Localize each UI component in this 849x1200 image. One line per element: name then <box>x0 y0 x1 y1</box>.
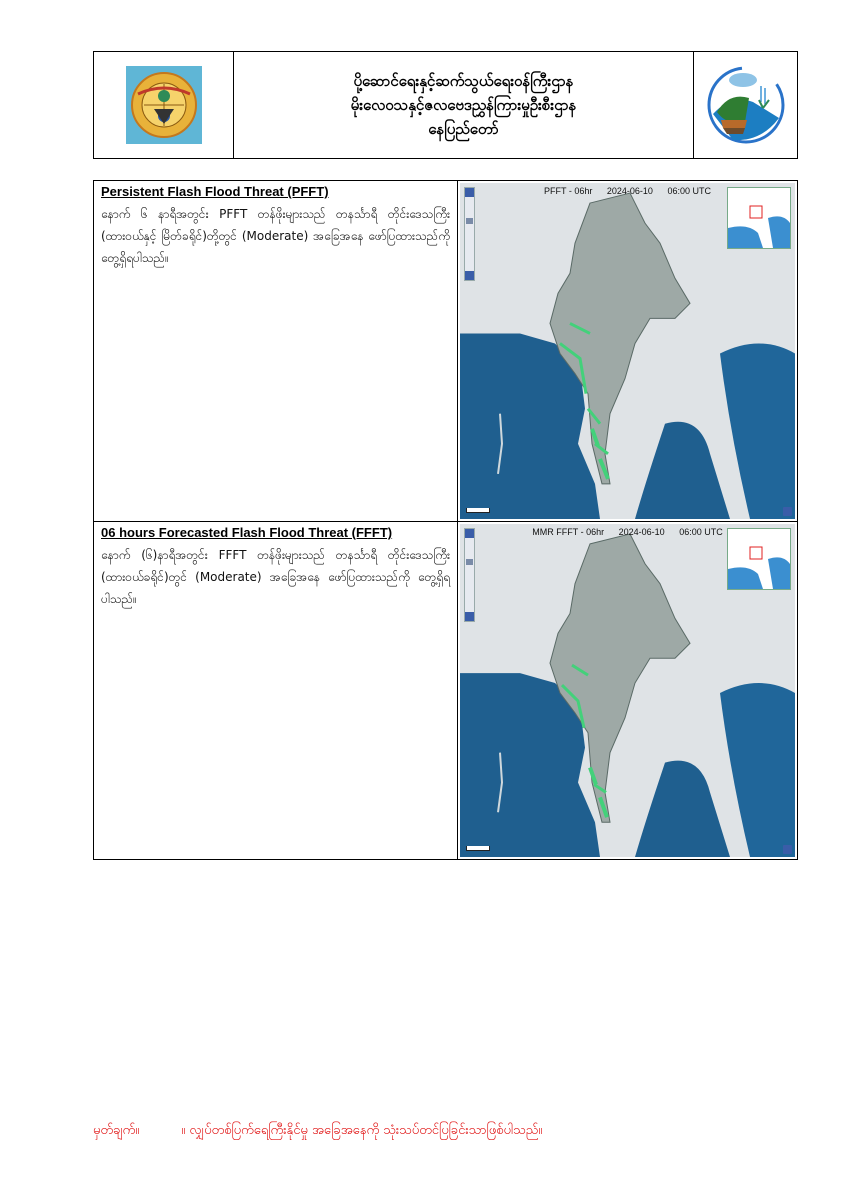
zoom-in-icon[interactable] <box>465 529 474 538</box>
scale-bar <box>466 846 490 851</box>
pfft-zoom-slider[interactable] <box>464 187 475 281</box>
expand-icon[interactable] <box>783 845 792 854</box>
location-title: နေပြည်တော် <box>428 120 499 138</box>
pfft-overview-inset <box>727 187 791 249</box>
content-table <box>93 180 798 860</box>
ministry-title: ပို့ဆောင်ရေးနှင့်ဆက်သွယ်ရေးဝန်ကြီးဌာန <box>353 72 574 90</box>
pfft-description: နောက် ၆ နာရီအတွင်း PFFT တန်ဖိုးများသည် တနင်္သာရီ တိုင်းဒေသကြီး (ထားဝယ်နှင့် မြိတ်ခရိုင်)တို့တွင် (Moderate) အခြေအနေ ဖော်ပြထားသည်ကို တွေ့ရှိရပါသည်။ <box>101 207 450 265</box>
pfft-title: Persistent Flash Flood Threat (PFFT) <box>101 184 329 199</box>
ffft-zoom-slider[interactable] <box>464 528 475 622</box>
overview-map-icon <box>728 188 790 248</box>
header-title-cell <box>234 52 694 158</box>
ffft-row <box>94 522 797 859</box>
expand-icon[interactable] <box>783 507 792 516</box>
footer-note <box>93 1122 542 1141</box>
header-table <box>93 51 798 159</box>
zoom-knob[interactable] <box>466 218 473 224</box>
note-label: မှတ်ချက်။ <box>93 1123 140 1138</box>
ffft-map-product: MMR FFFT - 06hr <box>532 527 605 537</box>
ffft-map-cell <box>458 522 797 859</box>
ffft-map-date: 2024-06-10 <box>618 527 665 537</box>
zoom-out-icon[interactable] <box>465 271 474 280</box>
pfft-map[interactable] <box>460 183 795 519</box>
department-title: မိုးလေဝသနှင့်ဇလဗေဒညွှန်ကြားမှုဦးစီးဌာန <box>350 96 577 114</box>
ffft-text-cell <box>94 522 458 859</box>
pfft-row <box>94 181 797 522</box>
ffft-map-time: 06:00 UTC <box>679 527 723 537</box>
zoom-out-icon[interactable] <box>465 612 474 621</box>
pfft-map-date: 2024-06-10 <box>606 186 653 196</box>
scale-bar <box>466 508 490 513</box>
overview-map-icon <box>728 529 790 589</box>
ffft-map[interactable] <box>460 524 795 857</box>
pfft-map-time: 06:00 UTC <box>667 186 711 196</box>
left-logo-cell <box>94 52 234 158</box>
ffft-title: 06 hours Forecasted Flash Flood Threat (FFFT) <box>101 525 393 540</box>
right-logo-cell <box>694 52 797 158</box>
zoom-in-icon[interactable] <box>465 188 474 197</box>
department-emblem-icon <box>124 64 204 146</box>
pfft-text-cell <box>94 181 458 521</box>
ffft-overview-inset <box>727 528 791 590</box>
pfft-map-product: PFFT - 06hr <box>544 186 593 196</box>
zoom-knob[interactable] <box>466 559 473 565</box>
note-text: ။ လျှပ်တစ်ပြက်ရေကြီးနိုင်မှု အခြေအနေကို သုံးသပ်တင်ပြခြင်းသာဖြစ်ပါသည်။ <box>181 1123 543 1138</box>
hydrological-cycle-logo-icon <box>703 62 789 148</box>
pfft-map-cell <box>458 181 797 521</box>
ffft-description: နောက် (၆)နာရီအတွင်း FFFT တန်ဖိုးများသည် တနင်္သာရီ တိုင်းဒေသကြီး (ထားဝယ်ခရိုင်)တွင် (Moderate) အခြေအနေ ဖော်ပြထားသည်ကို တွေ့ရှိရပါသည်။ <box>101 548 450 606</box>
